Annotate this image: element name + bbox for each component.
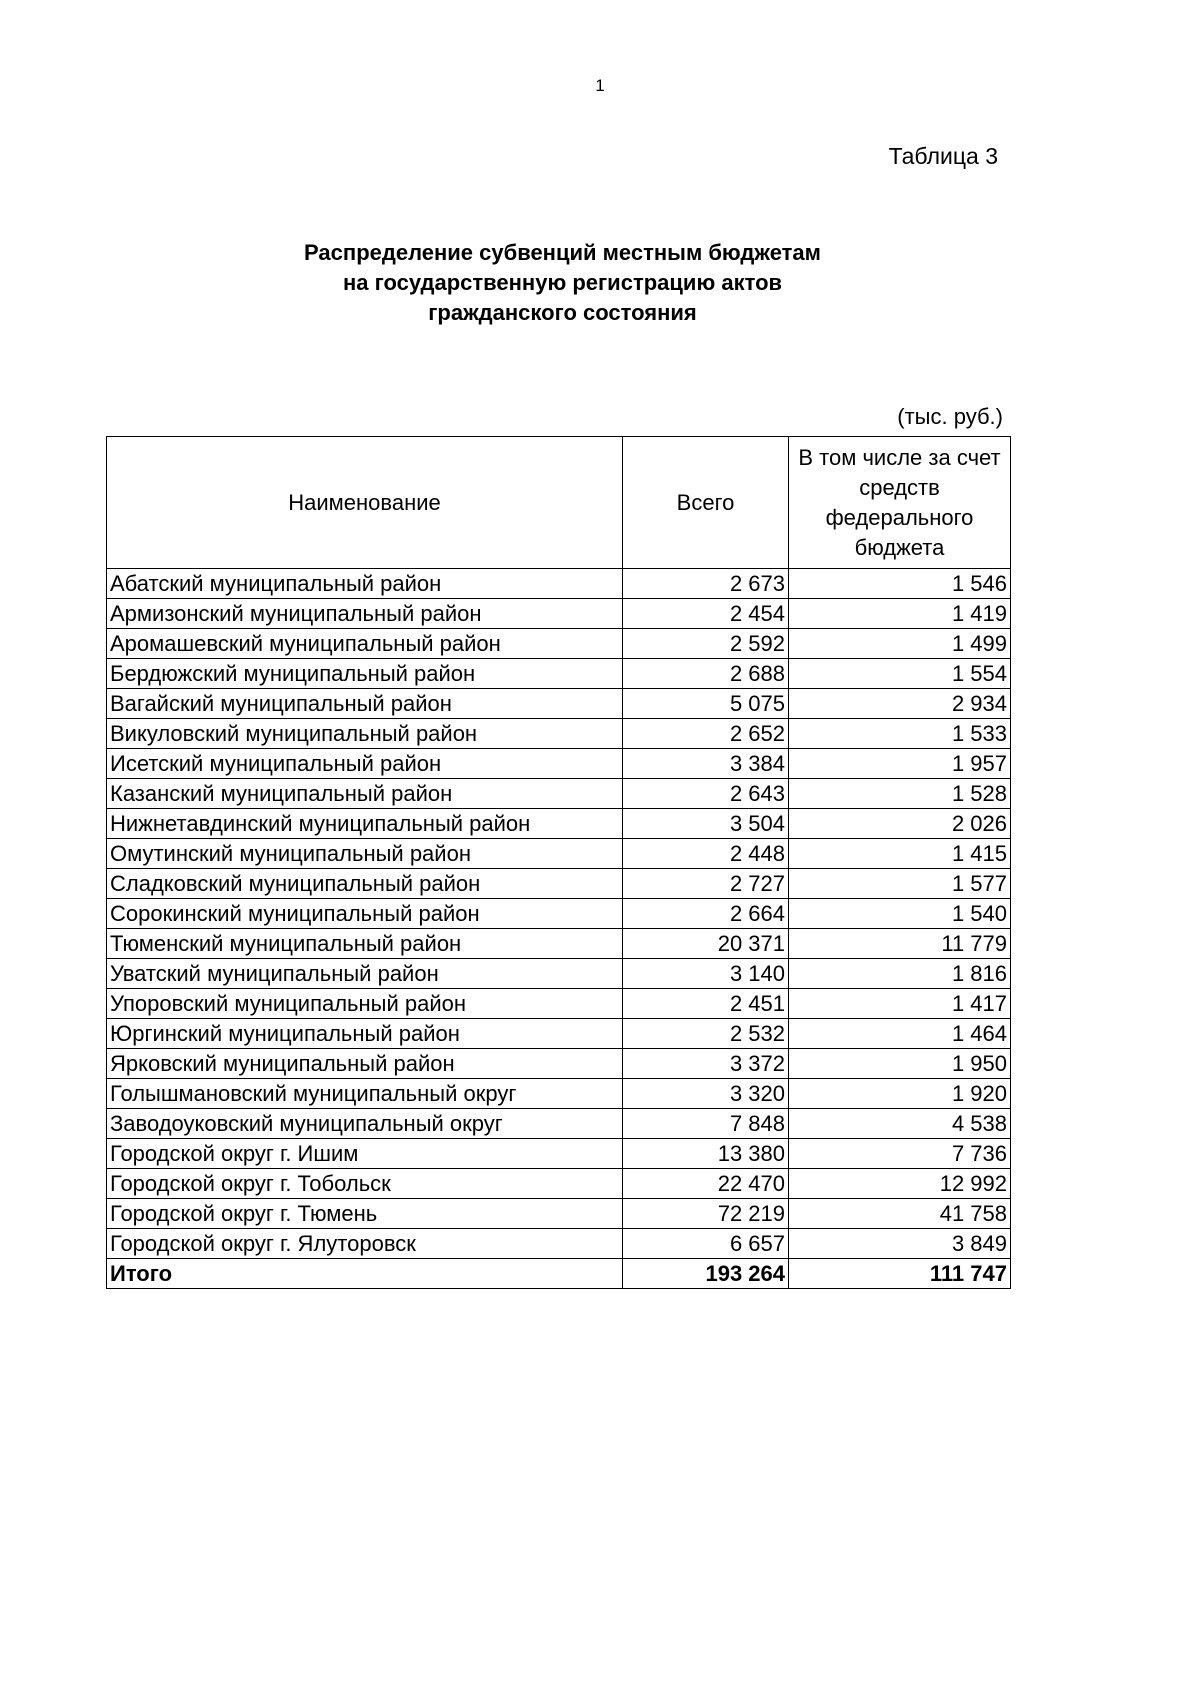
table-row [107, 629, 1011, 659]
cell-name: Исетский муниципальный район [107, 749, 623, 779]
cell-federal: 1 920 [789, 1079, 1011, 1109]
cell-name: Упоровский муниципальный район [107, 989, 623, 1019]
cell-name: Голышмановский муниципальный округ [107, 1079, 623, 1109]
table-row [107, 989, 1011, 1019]
cell-total: 2 688 [623, 659, 789, 689]
table-row [107, 659, 1011, 689]
table-row [107, 689, 1011, 719]
cell-total: 20 371 [623, 929, 789, 959]
cell-federal: 1 577 [789, 869, 1011, 899]
table-row [107, 1079, 1011, 1109]
cell-federal: 1 554 [789, 659, 1011, 689]
table-body [107, 569, 1011, 1289]
cell-total: 2 532 [623, 1019, 789, 1049]
subventions-table [106, 436, 1011, 1289]
cell-federal: 41 758 [789, 1199, 1011, 1229]
cell-federal: 1 950 [789, 1049, 1011, 1079]
table-row [107, 1049, 1011, 1079]
cell-name: Викуловский муниципальный район [107, 719, 623, 749]
cell-total: 2 664 [623, 899, 789, 929]
cell-name: Бердюжский муниципальный район [107, 659, 623, 689]
cell-federal: 1 540 [789, 899, 1011, 929]
table-row [107, 1199, 1011, 1229]
cell-name: Абатский муниципальный район [107, 569, 623, 599]
cell-federal: 1 464 [789, 1019, 1011, 1049]
cell-federal: 3 849 [789, 1229, 1011, 1259]
cell-federal: 1 415 [789, 839, 1011, 869]
cell-federal: 7 736 [789, 1139, 1011, 1169]
table-row [107, 899, 1011, 929]
header-federal: В том числе за счет средств федерального бюджета [789, 437, 1011, 569]
cell-name: Сорокинский муниципальный район [107, 899, 623, 929]
cell-federal: 1 419 [789, 599, 1011, 629]
cell-total: 3 320 [623, 1079, 789, 1109]
cell-name: Нижнетавдинский муниципальный район [107, 809, 623, 839]
cell-name: Заводоуковский муниципальный округ [107, 1109, 623, 1139]
cell-total: 72 219 [623, 1199, 789, 1229]
cell-total: 5 075 [623, 689, 789, 719]
cell-name: Армизонский муниципальный район [107, 599, 623, 629]
table-row [107, 779, 1011, 809]
table-row [107, 749, 1011, 779]
cell-federal: 2 934 [789, 689, 1011, 719]
header-name: Наименование [107, 437, 623, 569]
cell-total: 2 454 [623, 599, 789, 629]
cell-total: 2 673 [623, 569, 789, 599]
cell-total: 2 448 [623, 839, 789, 869]
title-line-2: на государственную регистрацию актов [342, 270, 783, 295]
cell-name: Казанский муниципальный район [107, 779, 623, 809]
cell-total: 3 372 [623, 1049, 789, 1079]
cell-total: 2 451 [623, 989, 789, 1019]
cell-federal: 2 026 [789, 809, 1011, 839]
document-title [0, 238, 1125, 328]
cell-federal: 1 546 [789, 569, 1011, 599]
table-row [107, 1019, 1011, 1049]
cell-name: Аромашевский муниципальный район [107, 629, 623, 659]
table-row [107, 599, 1011, 629]
total-sum: 193 264 [623, 1259, 789, 1289]
cell-federal: 1 528 [789, 779, 1011, 809]
table-row [107, 959, 1011, 989]
cell-total: 2 652 [623, 719, 789, 749]
cell-total: 2 727 [623, 869, 789, 899]
cell-total: 22 470 [623, 1169, 789, 1199]
title-line-1: Распределение субвенций местным бюджетам [304, 240, 821, 265]
cell-federal: 1 417 [789, 989, 1011, 1019]
page-number: 1 [595, 76, 605, 95]
table-row [107, 719, 1011, 749]
cell-name: Сладковский муниципальный район [107, 869, 623, 899]
table-row [107, 1139, 1011, 1169]
cell-name: Городской округ г. Ишим [107, 1139, 623, 1169]
cell-federal: 1 816 [789, 959, 1011, 989]
cell-total: 3 140 [623, 959, 789, 989]
table-row [107, 929, 1011, 959]
table-header-row [107, 437, 1011, 569]
cell-name: Вагайский муниципальный район [107, 689, 623, 719]
cell-total: 3 504 [623, 809, 789, 839]
table-label: Таблица 3 [888, 143, 998, 169]
cell-total: 2 592 [623, 629, 789, 659]
table-row [107, 569, 1011, 599]
cell-name: Городской округ г. Тюмень [107, 1199, 623, 1229]
total-federal: 111 747 [789, 1259, 1011, 1289]
cell-federal: 12 992 [789, 1169, 1011, 1199]
total-row [107, 1259, 1011, 1289]
table-row [107, 869, 1011, 899]
table-row [107, 839, 1011, 869]
cell-federal: 4 538 [789, 1109, 1011, 1139]
cell-total: 13 380 [623, 1139, 789, 1169]
table-row [107, 1109, 1011, 1139]
header-total: Всего [623, 437, 789, 569]
cell-name: Тюменский муниципальный район [107, 929, 623, 959]
cell-federal: 1 957 [789, 749, 1011, 779]
cell-name: Городской округ г. Ялуторовск [107, 1229, 623, 1259]
cell-total: 2 643 [623, 779, 789, 809]
cell-name: Ярковский муниципальный район [107, 1049, 623, 1079]
cell-federal: 1 533 [789, 719, 1011, 749]
table-row [107, 809, 1011, 839]
cell-name: Уватский муниципальный район [107, 959, 623, 989]
total-label: Итого [107, 1259, 623, 1289]
cell-total: 6 657 [623, 1229, 789, 1259]
cell-federal: 11 779 [789, 929, 1011, 959]
cell-total: 7 848 [623, 1109, 789, 1139]
title-line-3: гражданского состояния [428, 300, 697, 325]
cell-federal: 1 499 [789, 629, 1011, 659]
table-row [107, 1169, 1011, 1199]
units-label: (тыс. руб.) [897, 404, 1003, 429]
cell-total: 3 384 [623, 749, 789, 779]
cell-name: Омутинский муниципальный район [107, 839, 623, 869]
cell-name: Городской округ г. Тобольск [107, 1169, 623, 1199]
cell-name: Юргинский муниципальный район [107, 1019, 623, 1049]
table-row [107, 1229, 1011, 1259]
